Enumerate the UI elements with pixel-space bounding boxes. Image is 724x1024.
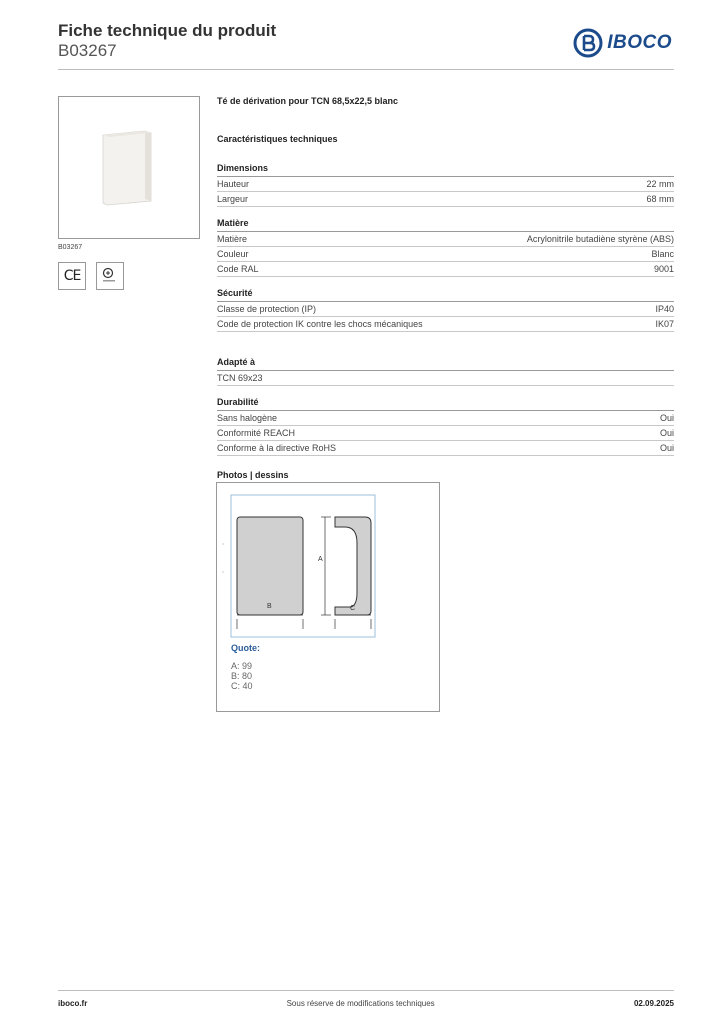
spec-section-security (217, 287, 674, 332)
spec-section-material (217, 217, 674, 277)
spec-row: Conformité REACH Oui (217, 426, 674, 441)
main-content (217, 96, 674, 488)
spec-row: TCN 69x23 (217, 371, 674, 386)
spec-section-durability (217, 396, 674, 456)
dimension-label-a: A (318, 556, 323, 563)
photo-caption: B03267 (58, 244, 83, 251)
page-header (58, 20, 674, 70)
dimension-label-c: C (350, 605, 356, 612)
spec-section-dimensions (217, 162, 674, 207)
spec-row: Largeur 68 mm (217, 192, 674, 207)
quote-block (231, 643, 260, 691)
footer-site-link[interactable]: iboco.fr (58, 999, 88, 1008)
ce-mark (58, 262, 86, 290)
section-heading: Matière (217, 217, 674, 232)
quote-c: C: 40 (231, 681, 253, 691)
spec-row: Matière Acrylonitrile butadiène styrène (ABS) (217, 232, 674, 247)
section-heading: Dimensions (217, 162, 674, 177)
spec-row: Hauteur 22 mm (217, 177, 674, 192)
section-heading: Sécurité (217, 287, 674, 302)
tech-specs-title: Caractéristiques techniques (217, 134, 338, 144)
product-title: Té de dérivation pour TCN 68,5x22,5 blanc (217, 96, 399, 106)
spec-row: Code de protection IK contre les chocs mécaniques IK07 (217, 317, 674, 332)
quote-title: Quote: (231, 643, 260, 653)
cert-mark (96, 262, 124, 290)
brand-logo (573, 28, 672, 58)
page-title: Fiche technique du produit (58, 21, 277, 40)
spec-section-compatible (217, 356, 674, 386)
photos-title: Photos | dessins (217, 470, 289, 480)
logo-wordmark: IBOCO (607, 32, 672, 53)
footer-note: Sous réserve de modifications techniques (286, 999, 435, 1008)
section-heading: Adapté à (217, 356, 674, 371)
ce-mark-icon: CE (63, 268, 81, 284)
product-photo (58, 96, 200, 239)
certification-icon (100, 266, 120, 286)
spec-row: Code RAL 9001 (217, 262, 674, 277)
footer-date: 02.09.2025 (633, 999, 674, 1008)
spec-row: Sans halogène Oui (217, 411, 674, 426)
product-image (59, 97, 199, 238)
spec-row: Classe de protection (IP) IP40 (217, 302, 674, 317)
iboco-logo-icon (573, 28, 603, 58)
technical-drawing (216, 482, 440, 712)
spec-row: Conforme à la directive RoHS Oui (217, 441, 674, 456)
quote-b: B: 80 (231, 671, 253, 681)
dimension-label-b: B (267, 603, 272, 610)
quote-a: A: 99 (231, 661, 253, 671)
product-code: B03267 (58, 41, 117, 60)
section-heading: Durabilité (217, 396, 674, 411)
spec-row: Couleur Blanc (217, 247, 674, 262)
page-footer (58, 990, 674, 1008)
